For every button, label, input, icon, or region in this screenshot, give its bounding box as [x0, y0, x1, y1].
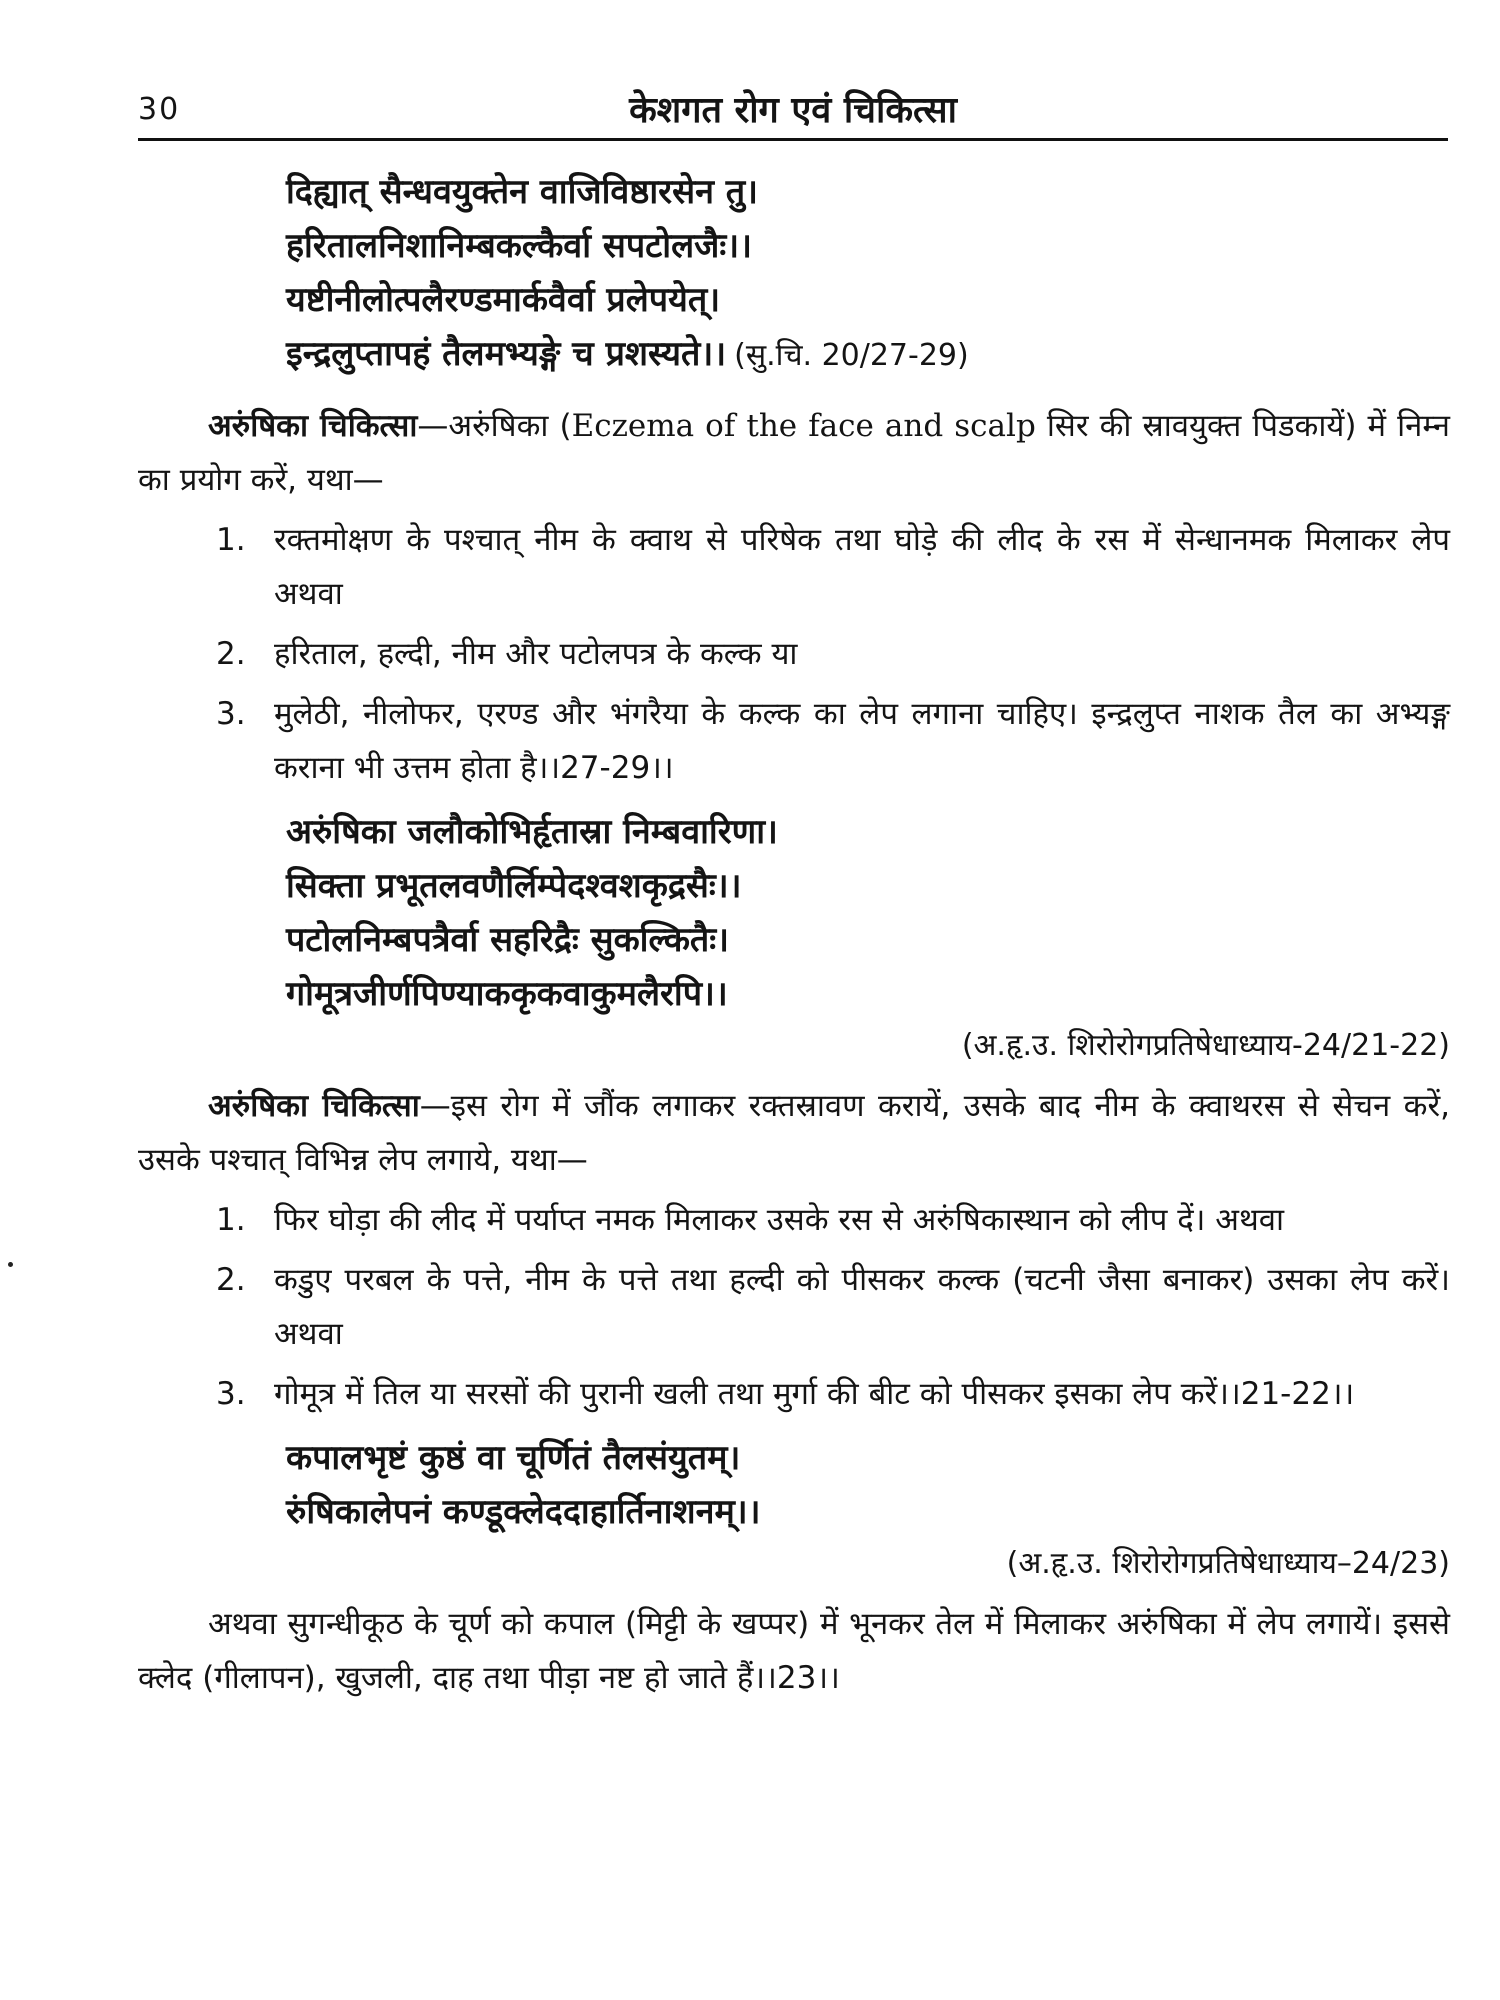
english-term: Eczema of the face and scalp: [571, 408, 1036, 444]
verse-line: अरुंषिका जलौकोभिर्हृतास्रा निम्बवारिणा।: [286, 812, 778, 852]
list-item: [138, 513, 1450, 621]
numbered-list-2: [138, 1193, 1450, 1421]
page-body: [138, 165, 1450, 1705]
verse-block-3: [138, 1431, 1450, 1539]
list-item: [138, 1253, 1450, 1361]
verse-block-1: [138, 165, 1450, 383]
item-number: 2.: [216, 1262, 246, 1298]
item-number: 3.: [216, 696, 246, 732]
section-text: सिर की स्रावयुक्त पिडकायें) में निम्न का प्रयोग करें, यथा—: [138, 408, 1450, 498]
item-text: हरिताल, हल्दी, नीम और पटोलपत्र के कल्क या: [274, 636, 798, 672]
list-item: [138, 1367, 1450, 1421]
verse-block-2: [138, 805, 1450, 1021]
verse-line: यष्टीनीलोत्पलैरण्डमार्कवैर्वा प्रलेपयेत्।: [286, 280, 721, 320]
item-text: कडुए परबल के पत्ते, नीम के पत्ते तथा हल्दी को पीसकर कल्क (चटनी जैसा बनाकर) उसका लेप करें। अथवा: [274, 1262, 1450, 1352]
verse-source: (सु.चि. 20/27-29): [734, 338, 969, 373]
verse-line: [138, 327, 1450, 383]
page-header: [138, 78, 1448, 141]
verse-text: इन्द्रलुप्तापहं तैलमभ्यङ्गे च प्रशस्यते।।: [286, 334, 727, 374]
verse-source: (अ.हृ.उ. शिरोरोगप्रतिषेधाध्याय–24/23): [1006, 1546, 1450, 1581]
item-number: 3.: [216, 1376, 246, 1412]
verse-line: हरितालनिशानिम्बकल्कैर्वा सपटोलजैः।।: [286, 226, 753, 266]
section-text: —इस रोग में जौंक लगाकर रक्तस्रावण करायें, उसके बाद नीम के क्वाथरस से सेचन करें, उसके पश्चात् विभिन्न लेप लगाये, यथा—: [138, 1088, 1451, 1178]
item-number: 2.: [216, 636, 246, 672]
list-item: [138, 627, 1450, 681]
section-text: —अरुंषिका (: [417, 408, 572, 444]
section-intro-1: [138, 399, 1450, 507]
verse-line: कपालभृष्टं कुष्ठं वा चूर्णितं तैलसंयुतम्।: [286, 1438, 741, 1478]
margin-speck: [8, 1262, 13, 1267]
item-text: रक्तमोक्षण के पश्चात् नीम के क्वाथ से परिषेक तथा घोड़े की लीद के रस में सेन्धानमक मिलाकर लेप अथवा: [274, 522, 1450, 612]
item-text: फिर घोड़ा की लीद में पर्याप्त नमक मिलाकर उसके रस से अरुंषिकास्थान को लीप दें। अथवा: [274, 1202, 1285, 1238]
section-heading: अरुंषिका चिकित्सा: [208, 1088, 420, 1124]
list-item: [138, 687, 1450, 795]
verse-line: दिह्यात् सैन्धवयुक्तेन वाजिविष्ठारसेन तु।: [286, 172, 759, 212]
verse-line: पटोलनिम्बपत्रैर्वा सहरिद्रैः सुकल्कितैः।: [286, 920, 730, 960]
item-text: मुलेठी, नीलोफर, एरण्ड और भंगरैया के कल्क का लेप लगाना चाहिए। इन्द्रलुप्त नाशक तैल का अभ्यङ्ग कराना भी उत्तम होता है।।27-29।।: [274, 696, 1450, 786]
item-text: गोमूत्र में तिल या सरसों की पुरानी खली तथा मुर्गा की बीट को पीसकर इसका लेप करें।।21-22।।: [274, 1376, 1355, 1412]
section-intro-2: [138, 1079, 1450, 1187]
section-heading: अरुंषिका चिकित्सा: [208, 408, 418, 444]
page-number: 30: [138, 92, 181, 127]
list-item: [138, 1193, 1450, 1247]
item-number: 1.: [216, 522, 246, 558]
numbered-list-1: [138, 513, 1450, 795]
running-title: केशगत रोग एवं चिकित्सा: [629, 90, 957, 131]
verse-line: सिक्ता प्रभूतलवणैर्लिम्पेदश्वशकृद्रसैः।।: [286, 866, 742, 906]
item-number: 1.: [216, 1202, 246, 1238]
closing-paragraph: अथवा सुगन्धीकूठ के चूर्ण को कपाल (मिट्टी के खप्पर) में भूनकर तेल में मिलाकर अरुंषिका में लेप लगायें। इससे क्लेद (गीलापन), खुजली, दाह तथा पीड़ा नष्ट हो जाते हैं।।23।।: [138, 1606, 1450, 1696]
verse-line: रुंषिकालेपनं कण्डूक्लेददाहार्तिनाशनम्।।: [286, 1492, 761, 1532]
verse-source: (अ.हृ.उ. शिरोरोगप्रतिषेधाध्याय-24/21-22): [961, 1028, 1450, 1063]
verse-line: गोमूत्रजीर्णपिण्याककृकवाकुमलैरपि।।: [286, 974, 728, 1014]
